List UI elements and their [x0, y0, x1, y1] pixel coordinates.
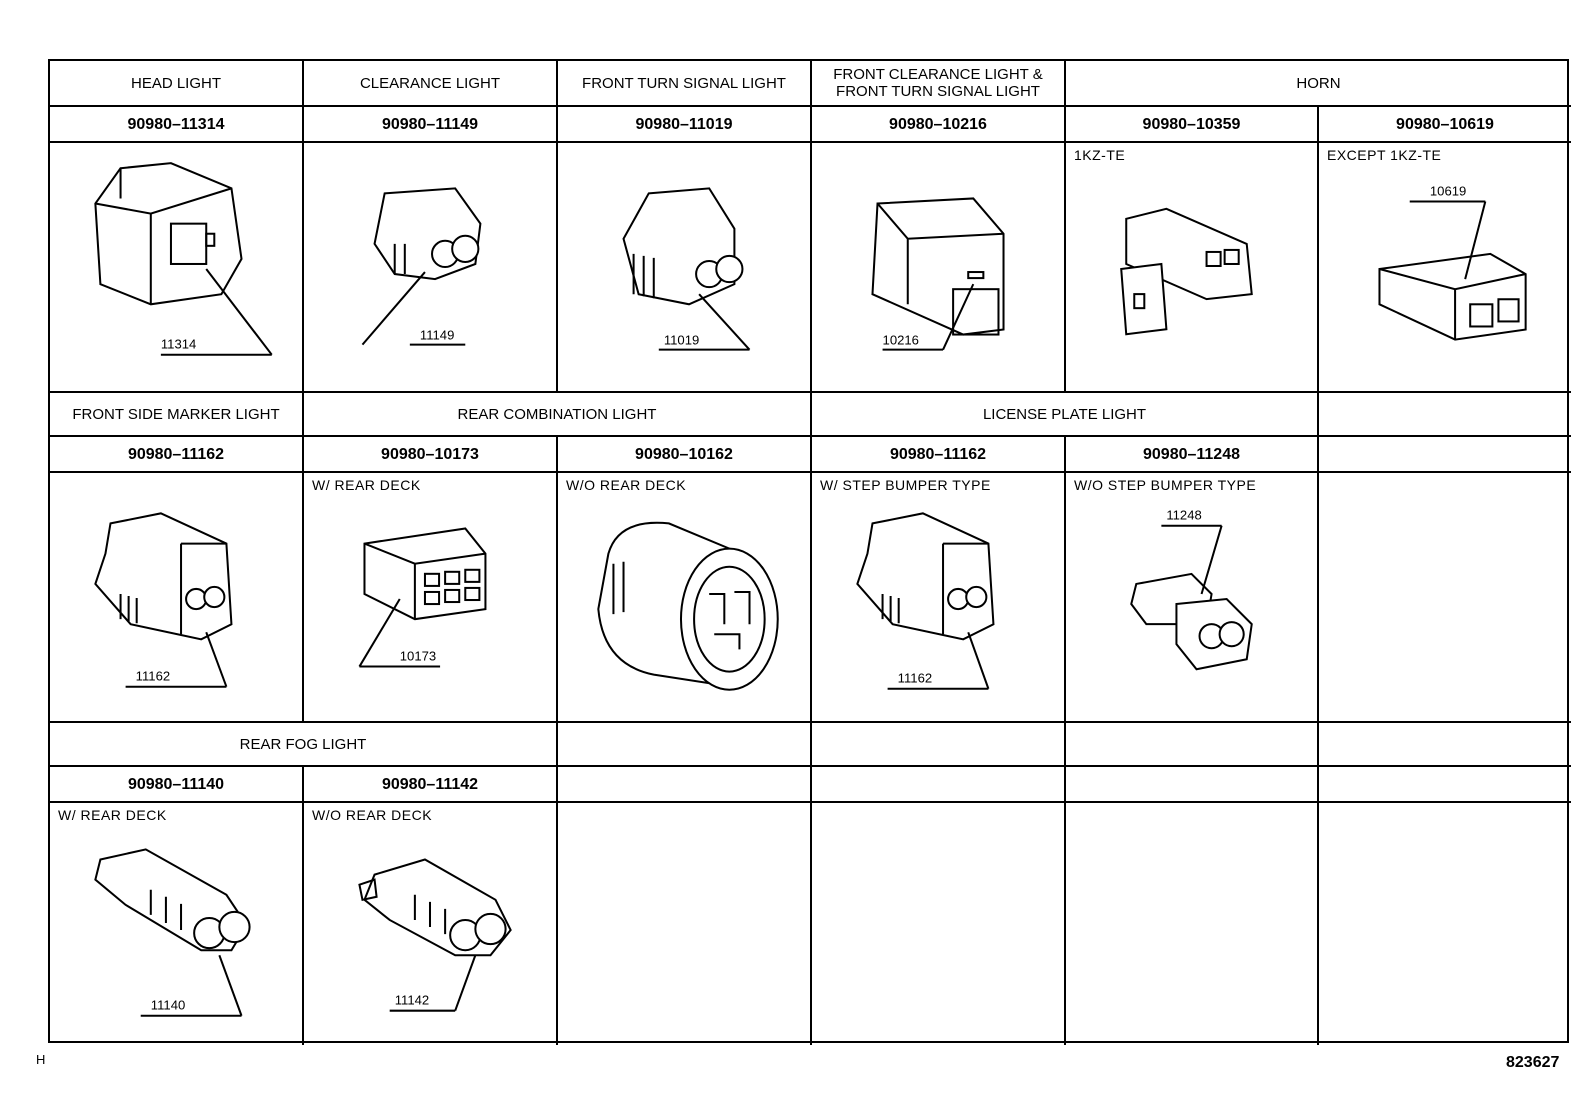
empty-cell	[558, 767, 812, 803]
variant-note: W/ REAR DECK	[58, 807, 167, 823]
empty-cell	[1066, 803, 1319, 1045]
header-head-light: HEAD LIGHT	[50, 61, 304, 107]
connector-11140-drawing	[50, 803, 302, 1045]
callout-label: 11019	[663, 332, 700, 348]
connector-illustration-11140	[50, 803, 304, 1045]
connector-illustration-10216	[812, 143, 1066, 393]
variant-note: W/ REAR DECK	[312, 477, 421, 493]
header-clearance-light: CLEARANCE LIGHT	[304, 61, 558, 107]
connector-illustration-11162	[50, 473, 304, 723]
callout-label: 10216	[882, 332, 919, 348]
empty-cell	[1319, 393, 1571, 437]
callout-label: 11162	[135, 668, 171, 684]
connector-illustration-11248	[1066, 473, 1319, 723]
connector-10162-drawing	[558, 473, 810, 721]
callout-label: 10173	[399, 648, 437, 664]
connector-11019-drawing	[558, 143, 810, 391]
callout-label: 11140	[150, 997, 186, 1013]
empty-cell	[812, 803, 1066, 1045]
empty-cell	[1319, 803, 1571, 1045]
connector-11162-drawing	[50, 473, 302, 721]
connector-illustration-11142	[304, 803, 558, 1045]
part-number: 90980–11314	[50, 107, 304, 143]
connector-10216-drawing	[812, 143, 1064, 391]
connector-illustration-11019	[558, 143, 812, 393]
connector-10173-drawing	[304, 473, 556, 721]
connector-illustration-10173	[304, 473, 558, 723]
part-number: 90980–11248	[1066, 437, 1319, 473]
variant-note: EXCEPT 1KZ-TE	[1327, 147, 1442, 163]
part-number: 90980–11162	[812, 437, 1066, 473]
connector-10619-drawing	[1319, 143, 1571, 391]
header-front-side-marker-light: FRONT SIDE MARKER LIGHT	[50, 393, 304, 437]
variant-note: W/O STEP BUMPER TYPE	[1074, 477, 1257, 493]
empty-cell	[1319, 767, 1571, 803]
header-rear-fog-light: REAR FOG LIGHT	[50, 723, 558, 767]
part-number: 90980–10216	[812, 107, 1066, 143]
part-number: 90980–10162	[558, 437, 812, 473]
connector-11142-drawing	[304, 803, 556, 1045]
header-horn: HORN	[1066, 61, 1571, 107]
empty-cell	[812, 767, 1066, 803]
connector-illustration-10359	[1066, 143, 1319, 393]
variant-note: W/O REAR DECK	[312, 807, 433, 823]
callout-label: 11142	[394, 992, 430, 1008]
empty-cell	[1319, 473, 1571, 723]
connector-11162-step-drawing	[812, 473, 1064, 721]
empty-cell	[558, 803, 812, 1045]
connector-illustration-10619	[1319, 143, 1571, 393]
part-number: 90980–11142	[304, 767, 558, 803]
connector-11149-drawing	[304, 143, 556, 391]
callout-label: 11149	[419, 327, 455, 343]
variant-note: 1KZ-TE	[1074, 147, 1126, 163]
part-number: 90980–11149	[304, 107, 558, 143]
callout-label: 11248	[1166, 507, 1202, 523]
header-front-clearance-turn-signal: FRONT CLEARANCE LIGHT & FRONT TURN SIGNAL LIGHT	[812, 61, 1066, 107]
footer-code-left: H	[36, 1052, 46, 1067]
connector-11248-drawing	[1066, 473, 1317, 721]
header-license-plate-light: LICENSE PLATE LIGHT	[812, 393, 1319, 437]
header-rear-combination-light: REAR COMBINATION LIGHT	[304, 393, 812, 437]
connector-table	[48, 59, 1569, 1043]
empty-cell	[1066, 723, 1319, 767]
callout-label: 10619	[1429, 183, 1467, 199]
connector-illustration-11149	[304, 143, 558, 393]
part-number: 90980–11140	[50, 767, 304, 803]
connector-illustration-11162-step	[812, 473, 1066, 723]
part-number: 90980–11019	[558, 107, 812, 143]
empty-cell	[1319, 723, 1571, 767]
callout-label: 11162	[897, 670, 933, 686]
empty-cell	[558, 723, 812, 767]
part-number: 90980–10359	[1066, 107, 1319, 143]
figure-number: 823627	[1506, 1054, 1560, 1071]
part-number: 90980–10619	[1319, 107, 1571, 143]
part-number: 90980–11162	[50, 437, 304, 473]
empty-cell	[812, 723, 1066, 767]
callout-label: 11314	[160, 336, 197, 352]
connector-illustration-11314	[50, 143, 304, 393]
connector-10359-drawing	[1066, 143, 1317, 391]
empty-cell	[1066, 767, 1319, 803]
connector-11314-drawing	[50, 143, 302, 391]
variant-note: W/ STEP BUMPER TYPE	[820, 477, 991, 493]
part-number: 90980–10173	[304, 437, 558, 473]
connector-illustration-10162	[558, 473, 812, 723]
empty-cell	[1319, 437, 1571, 473]
header-front-turn-signal-light: FRONT TURN SIGNAL LIGHT	[558, 61, 812, 107]
variant-note: W/O REAR DECK	[566, 477, 687, 493]
